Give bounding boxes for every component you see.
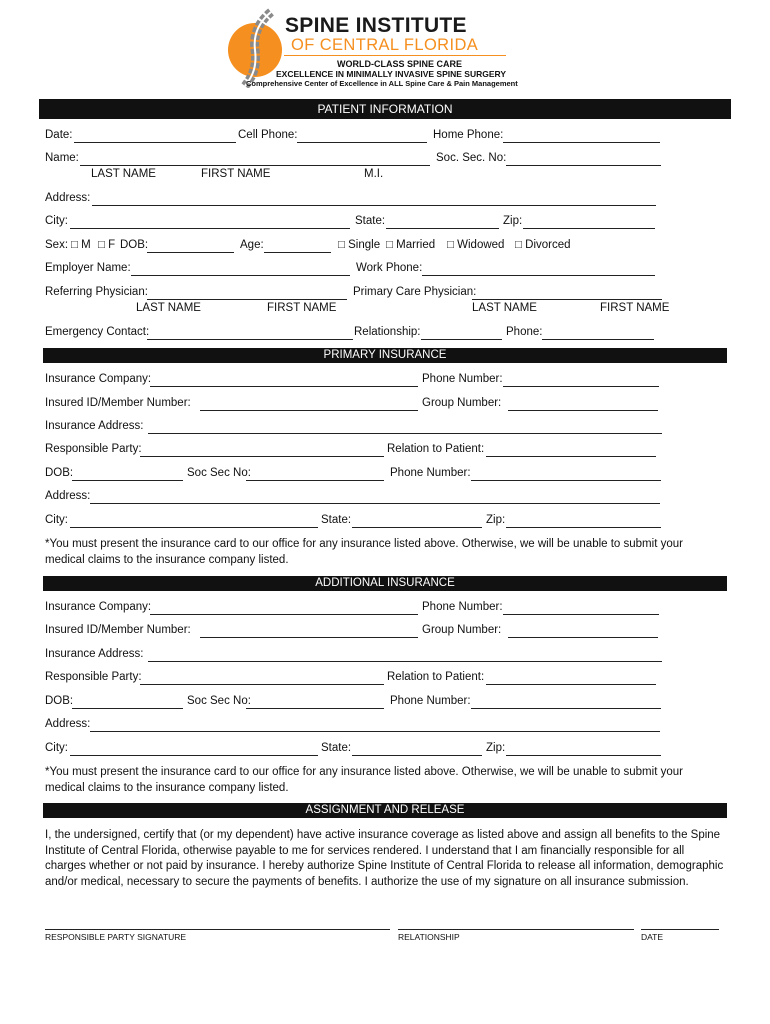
ref-last-caption: LAST NAME bbox=[136, 302, 201, 314]
additional-phone-label: Phone Number: bbox=[422, 601, 503, 613]
additional-insured-id-field[interactable] bbox=[200, 637, 418, 638]
referring-physician-label: Referring Physician: bbox=[45, 286, 148, 298]
primary-group-label: Group Number: bbox=[422, 397, 502, 409]
additional-zip-label: Zip: bbox=[486, 742, 506, 754]
additional-city-label: City: bbox=[45, 742, 68, 754]
primary-responsible-field[interactable] bbox=[140, 456, 384, 457]
primary-zip-field[interactable] bbox=[506, 527, 661, 528]
assignment-text: I, the undersigned, certify that (or my dependent) have active insurance coverage as listed above and assign all benefits to the Spine Institute of Central Florida, otherwise payable to me for services rendered. I understand that I am financially responsible for all charges whether or not paid by insurance. I hereby authorize Spine Institute of Central Florida to release all information, demographic and/or medical, necessary to secure the payments of benefits. I authorize the use of my signature on all insurance submission. bbox=[45, 829, 724, 888]
primary-state-label: State: bbox=[321, 514, 352, 526]
address-label: Address: bbox=[45, 192, 91, 204]
relationship-field[interactable] bbox=[421, 339, 502, 340]
divorced-checkbox[interactable]: □ Divorced bbox=[515, 239, 571, 251]
home-phone-label: Home Phone: bbox=[433, 129, 504, 141]
address-field[interactable] bbox=[92, 205, 656, 206]
employer-label: Employer Name: bbox=[45, 262, 131, 274]
widowed-checkbox[interactable]: □ Widowed bbox=[447, 239, 505, 251]
additional-insured-id-label: Insured ID/Member Number: bbox=[45, 624, 191, 636]
logo-tag1: WORLD-CLASS SPINE CARE bbox=[337, 59, 463, 69]
primary-company-field[interactable] bbox=[150, 386, 418, 387]
relationship-caption: RELATIONSHIP bbox=[398, 932, 460, 942]
relationship-sig-field[interactable] bbox=[398, 929, 634, 930]
pc-last-caption: LAST NAME bbox=[472, 302, 537, 314]
age-field[interactable] bbox=[264, 252, 331, 253]
primary-city-field[interactable] bbox=[70, 527, 318, 528]
additional-state-field[interactable] bbox=[352, 755, 482, 756]
city-field[interactable] bbox=[70, 228, 350, 229]
additional-relation-label: Relation to Patient: bbox=[387, 671, 485, 683]
additional-responsible-field[interactable] bbox=[140, 684, 384, 685]
soc-sec-field[interactable] bbox=[506, 165, 661, 166]
primary-address-field[interactable] bbox=[90, 503, 660, 504]
additional-phone-field[interactable] bbox=[503, 614, 659, 615]
sex-female-checkbox[interactable]: □ F bbox=[98, 239, 116, 251]
primary-insurance-header: PRIMARY INSURANCE bbox=[43, 348, 727, 363]
additional-note: *You must present the insurance card to our office for any insurance listed above. Otherwise, we will be unable to submit your medical claims to the insurance company listed. bbox=[45, 766, 683, 794]
assignment-header: ASSIGNMENT AND RELEASE bbox=[43, 803, 727, 818]
cell-phone-field[interactable] bbox=[297, 142, 427, 143]
additional-zip-field[interactable] bbox=[506, 755, 661, 756]
primary-state-field[interactable] bbox=[352, 527, 482, 528]
zip-label: Zip: bbox=[503, 215, 523, 227]
logo-tag3: Comprehensive Center of Excellence in ALL Spine Care & Pain Management bbox=[246, 79, 518, 88]
additional-phone2-label: Phone Number: bbox=[390, 695, 471, 707]
primary-phone2-label: Phone Number: bbox=[390, 467, 471, 479]
primary-phone-field[interactable] bbox=[503, 386, 659, 387]
additional-address-label: Address: bbox=[45, 718, 91, 730]
signature-field[interactable] bbox=[45, 929, 390, 930]
relationship-label: Relationship: bbox=[354, 326, 421, 338]
primary-group-field[interactable] bbox=[508, 410, 658, 411]
city-label: City: bbox=[45, 215, 68, 227]
primary-city-label: City: bbox=[45, 514, 68, 526]
age-label: Age: bbox=[240, 239, 264, 251]
additional-company-label: Insurance Company: bbox=[45, 601, 152, 613]
primary-insured-id-field[interactable] bbox=[200, 410, 418, 411]
dob-field[interactable] bbox=[147, 252, 234, 253]
additional-address-field[interactable] bbox=[90, 731, 660, 732]
primary-care-field[interactable] bbox=[472, 299, 662, 300]
married-checkbox[interactable]: □ Married bbox=[386, 239, 436, 251]
soc-sec-label: Soc. Sec. No: bbox=[436, 152, 507, 164]
primary-dob-label: DOB: bbox=[45, 467, 74, 479]
additional-dob-label: DOB: bbox=[45, 695, 74, 707]
first-name-caption: FIRST NAME bbox=[201, 168, 271, 180]
primary-zip-label: Zip: bbox=[486, 514, 506, 526]
primary-insured-id-label: Insured ID/Member Number: bbox=[45, 397, 191, 409]
date-sig-field[interactable] bbox=[641, 929, 719, 930]
logo-title: SPINE INSTITUTE bbox=[285, 14, 467, 37]
emergency-contact-label: Emergency Contact: bbox=[45, 326, 150, 338]
additional-responsible-label: Responsible Party: bbox=[45, 671, 142, 683]
primary-soc-label: Soc Sec No: bbox=[187, 467, 251, 479]
primary-company-label: Insurance Company: bbox=[45, 373, 152, 385]
date-field[interactable] bbox=[74, 142, 236, 143]
phone-field[interactable] bbox=[542, 339, 654, 340]
primary-phone-label: Phone Number: bbox=[422, 373, 503, 385]
employer-field[interactable] bbox=[131, 275, 350, 276]
work-phone-label: Work Phone: bbox=[356, 262, 423, 274]
state-field[interactable] bbox=[386, 228, 499, 229]
primary-phone2-field[interactable] bbox=[471, 480, 661, 481]
additional-ins-address-label: Insurance Address: bbox=[45, 648, 144, 660]
signature-caption: RESPONSIBLE PARTY SIGNATURE bbox=[45, 932, 187, 942]
sex-label: Sex: bbox=[45, 239, 69, 251]
sex-male-checkbox[interactable]: □ M bbox=[71, 239, 91, 251]
logo-tag2: EXCELLENCE IN MINIMALLY INVASIVE SPINE SURGERY bbox=[276, 69, 507, 79]
emergency-contact-field[interactable] bbox=[147, 339, 353, 340]
additional-phone2-field[interactable] bbox=[471, 708, 661, 709]
primary-ins-address-field[interactable] bbox=[148, 433, 662, 434]
single-checkbox[interactable]: □ Single bbox=[338, 239, 381, 251]
ref-first-caption: FIRST NAME bbox=[267, 302, 337, 314]
date-label: Date: bbox=[45, 129, 73, 141]
primary-note: *You must present the insurance card to our office for any insurance listed above. Otherwise, we will be unable to submit your medical claims to the insurance company listed. bbox=[45, 538, 683, 566]
additional-soc-field[interactable] bbox=[246, 708, 384, 709]
primary-dob-field[interactable] bbox=[72, 480, 183, 481]
primary-care-label: Primary Care Physician: bbox=[353, 286, 477, 298]
home-phone-field[interactable] bbox=[503, 142, 660, 143]
additional-city-field[interactable] bbox=[70, 755, 318, 756]
date-caption: DATE bbox=[641, 932, 664, 942]
name-label: Name: bbox=[45, 152, 79, 164]
phone-label: Phone: bbox=[506, 326, 543, 338]
additional-group-label: Group Number: bbox=[422, 624, 502, 636]
additional-soc-label: Soc Sec No: bbox=[187, 695, 251, 707]
pc-first-caption: FIRST NAME bbox=[600, 302, 670, 314]
additional-dob-field[interactable] bbox=[72, 708, 183, 709]
zip-field[interactable] bbox=[523, 228, 655, 229]
additional-state-label: State: bbox=[321, 742, 352, 754]
state-label: State: bbox=[355, 215, 386, 227]
logo-subtitle: OF CENTRAL FLORIDA bbox=[291, 36, 479, 54]
primary-responsible-label: Responsible Party: bbox=[45, 443, 142, 455]
patient-info-header: PATIENT INFORMATION bbox=[39, 99, 731, 119]
cell-phone-label: Cell Phone: bbox=[238, 129, 298, 141]
additional-ins-address-field[interactable] bbox=[148, 661, 662, 662]
primary-soc-field[interactable] bbox=[246, 480, 384, 481]
work-phone-field[interactable] bbox=[422, 275, 655, 276]
referring-physician-field[interactable] bbox=[147, 299, 347, 300]
last-name-caption: LAST NAME bbox=[91, 168, 156, 180]
primary-ins-address-label: Insurance Address: bbox=[45, 420, 144, 432]
additional-company-field[interactable] bbox=[150, 614, 418, 615]
additional-relation-field[interactable] bbox=[486, 684, 656, 685]
name-field[interactable] bbox=[80, 165, 430, 166]
additional-insurance-header: ADDITIONAL INSURANCE bbox=[43, 576, 727, 591]
primary-relation-label: Relation to Patient: bbox=[387, 443, 485, 455]
additional-group-field[interactable] bbox=[508, 637, 658, 638]
mi-caption: M.I. bbox=[364, 168, 384, 180]
primary-address-label: Address: bbox=[45, 490, 91, 502]
dob-label: DOB: bbox=[120, 239, 149, 251]
primary-relation-field[interactable] bbox=[486, 456, 656, 457]
